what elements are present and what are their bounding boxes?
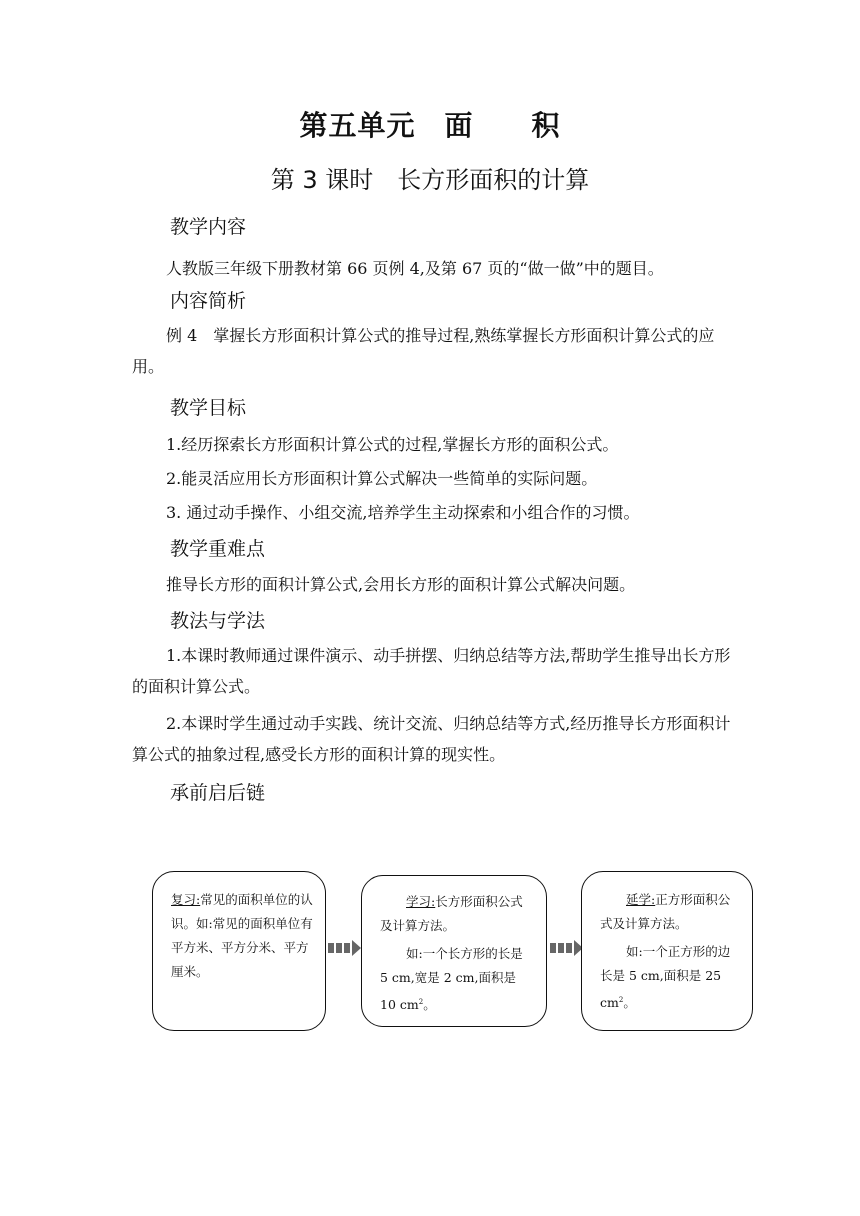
heading-methods: 教法与学法 [170, 610, 266, 632]
key-points-text: 推导长方形的面积计算公式,会用长方形的面积计算公式解决问题。 [166, 575, 636, 594]
study-label: 学习: [406, 894, 436, 909]
study-end: 。 [423, 997, 436, 1013]
review-text: 常见的面积单位的认识。如:常见的面积单位有平方米、平方分米、平方厘米。 [171, 892, 313, 979]
heading-key-points: 教学重难点 [170, 538, 266, 560]
arrow-right-icon [550, 940, 583, 956]
extend-end: 。 [623, 995, 636, 1011]
review-box [152, 871, 326, 1031]
extend-text: 正方形面积公式及计算方法。 [600, 892, 731, 931]
study-text: 长方形面积公式及计算方法。 [380, 894, 523, 933]
heading-link-chain: 承前启后链 [170, 782, 266, 804]
heading-teaching-goals: 教学目标 [170, 397, 247, 419]
method-item: 1.本课时教师通过课件演示、动手拼摆、归纳总结等方法,帮助学生推导出长方形的面积计算公式。 [132, 646, 731, 696]
unit-title: 第五单元 面 积 [299, 109, 561, 142]
method-item: 2.本课时学生通过动手实践、统计交流、归纳总结等方式,经历推导长方形面积计算公式的抽象过程,感受长方形的面积计算的现实性。 [132, 714, 731, 764]
extend-superscript: 2 [618, 996, 624, 1004]
goal-item: 2.能灵活应用长方形面积计算公式解决一些简单的实际问题。 [166, 469, 598, 488]
study-box [361, 875, 547, 1027]
lesson-title: 第 3 课时 长方形面积的计算 [270, 166, 590, 194]
goal-item: 3. 通过动手操作、小组交流,培养学生主动探索和小组合作的习惯。 [166, 503, 640, 522]
teaching-content-text: 人教版三年级下册教材第 66 页例 4,及第 67 页的“做一做”中的题目。 [166, 259, 664, 278]
extend-label: 延学: [626, 892, 656, 907]
study-superscript: 2 [418, 998, 424, 1006]
heading-content-analysis: 内容简析 [170, 290, 247, 312]
review-label: 复习: [171, 892, 201, 907]
arrow-right-icon [328, 940, 361, 956]
study-example: 如:一个长方形的长是 5 cm,宽是 2 cm,面积是 10 cm [380, 946, 523, 1013]
extend-box [581, 871, 753, 1031]
goal-item: 1.经历探索长方形面积计算公式的过程,掌握长方形的面积公式。 [166, 435, 619, 454]
heading-teaching-content: 教学内容 [170, 216, 247, 238]
content-analysis-text: 例 4 掌握长方形面积计算公式的推导过程,熟练掌握长方形面积计算公式的应用。 [132, 326, 715, 376]
extend-example: 如:一个正方形的边长是 5 cm,面积是 25 cm [600, 944, 731, 1011]
